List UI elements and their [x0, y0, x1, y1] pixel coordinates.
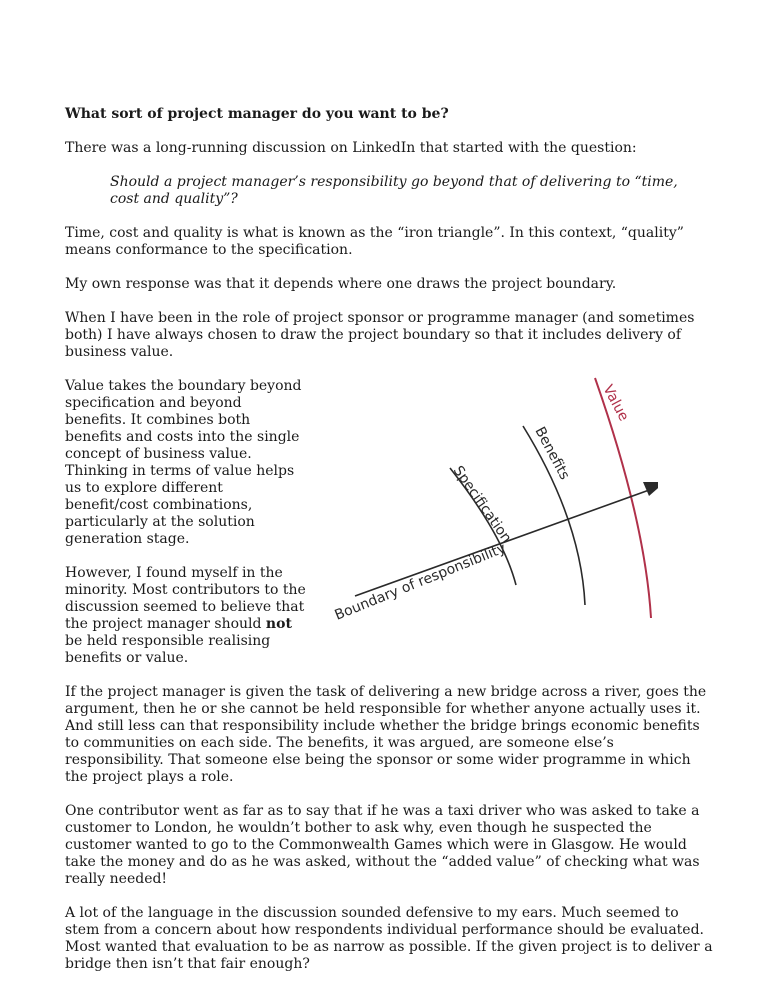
label-specification: Specification	[449, 463, 515, 546]
label-boundary: Boundary of responsibility	[332, 540, 509, 620]
block-quote: Should a project manager’s responsibility go beyond that of delivering to “time, cost and quality”?	[110, 174, 678, 207]
paragraph-iron-triangle: Time, cost and quality is what is known as the “iron triangle”. In this context, “quality” means conformance to the specification.	[65, 225, 684, 258]
text-with-diagram	[65, 378, 715, 667]
emphasis-not: not	[265, 616, 292, 632]
label-benefits: Benefits	[531, 424, 573, 483]
page-title: What sort of project manager do you want to be?	[65, 106, 449, 122]
paragraph-value: Value takes the boundary beyond specification and beyond benefits. It combines both benefits and costs into the single concept of business value. Thinking in terms of value helps us to explore different benefit/cost combinations, particularly at the solution generation stage.	[65, 378, 302, 547]
paragraph-bridge: If the project manager is given the task of delivering a new bridge across a river, goes the argument, then he or she cannot be held responsible for whether anyone actually uses it. And still less can that responsibility include whether the bridge brings economic benefits to communities on each side. The benefits, it was argued, are someone else’s responsibility. That someone else being the sponsor or some wider programme in which the project plays a role.	[65, 684, 707, 785]
paragraph-defensive: A lot of the language in the discussion sounded defensive to my ears. Much seemed to stem from a concern about how respondents individual performance should be evaluated. Most wanted that evaluation to be as narrow as possible. If the given project is to deliver a bridge then isn’t that fair enough?	[65, 905, 713, 972]
paragraph-intro: There was a long-running discussion on LinkedIn that started with the question:	[65, 140, 637, 156]
side-text	[65, 378, 307, 667]
minority-text-end: be held responsible realising benefits or value.	[65, 633, 271, 666]
arrow-head	[643, 482, 658, 496]
label-value: Value	[599, 382, 632, 424]
paragraph-minority	[65, 565, 307, 667]
boundary-diagram	[323, 370, 658, 620]
document-page	[65, 106, 715, 990]
minority-text-start: However, I found myself in the minority. Most contributors to the discussion seemed to believe that the project manager should	[65, 565, 306, 632]
paragraph-taxi: One contributor went as far as to say that if he was a taxi driver who was asked to take a customer to London, he wouldn’t bother to ask why, even though he suspected the customer wanted to go to the Commonwealth Games which were in Glasgow. He would take the money and do as he was asked, without the “added value” of checking what was really needed!	[65, 803, 700, 887]
boundary-diagram-svg	[323, 370, 658, 620]
paragraph-sponsor: When I have been in the role of project sponsor or programme manager (and sometimes both) I have always chosen to draw the project boundary so that it includes delivery of business value.	[65, 310, 695, 360]
paragraph-response: My own response was that it depends where one draws the project boundary.	[65, 276, 617, 292]
